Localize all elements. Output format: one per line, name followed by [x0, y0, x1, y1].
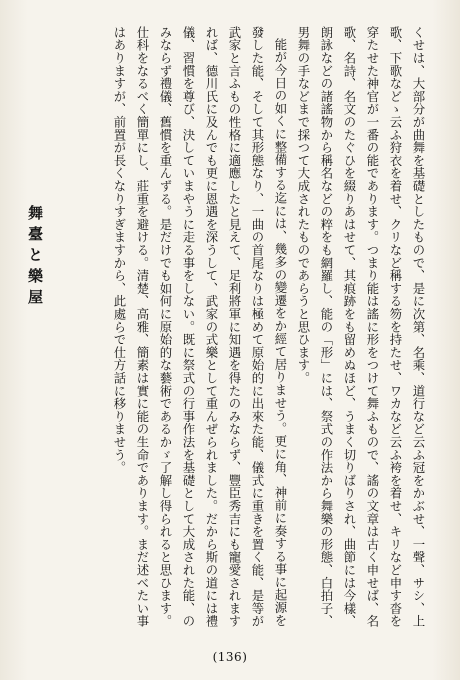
section-title: 舞臺と樂屋 [26, 204, 44, 310]
paragraph-1: くせは、大部分が曲舞を基礎としたもので、是に次第、名乘、道行など云ふ冠をかぶせ、一聲、サシ、上歌、下歌などゝ云ふ狩衣を着せ、クリなど稱する笏を持たせ、ワカなど云ふ袴を着せ、キリなど申す沓を穿たせた神官が一番の能であります。つまり能は謠に形をつけて舞ふもので、謠の文章は古く申せば、名歌、名詩、名文のたぐひを綴りあはせて、其痕跡をも留めぬほど、うまく切りばりされ、曲節には今樣、朗詠などの諸謠物から稱名などの粹をも網羅し、能の「形」には、祭式の作法から舞樂の形態、白拍子、男舞の手などまで採つて大成されたものであらうと思ひます。 [296, 26, 426, 628]
page-number: (136) [212, 650, 248, 664]
paragraph-2: 能が今日の如くに整備する迄には、幾多の變遷をか經て居りませう。更に角、神前に奏する事に起源を發した能、そして其形態なり、一曲の首尾なりは極めて原始的に出來た能、儀式に重きを置く能、是等が武家と言ふもの性格に適應したと見えて、足利將軍に知遇を得たのみならず、豐臣秀吉にも寵愛されますれば、德川氏に及んでも更に恩遇を深うして、武家の式樂として重んぜられました。だから斯の道には禮儀、習慣を尊び、決していまやうに走る事をしない。既に祭式の行事作法を基礎として大成された能、のみならず禮儀、舊慣を重んずる。是だけでも如何に原始的な藝術であるかゞ了解し得られると思ひます。仕科をなるべく簡單にし、莊重を避ける。清楚、高雅、簡素は實に能の生命であります。まだ述べたい事はありますが、前置が長くなりすぎますから、此處らで仕方話に移りませう。 [112, 26, 288, 628]
body-text [74, 26, 430, 636]
